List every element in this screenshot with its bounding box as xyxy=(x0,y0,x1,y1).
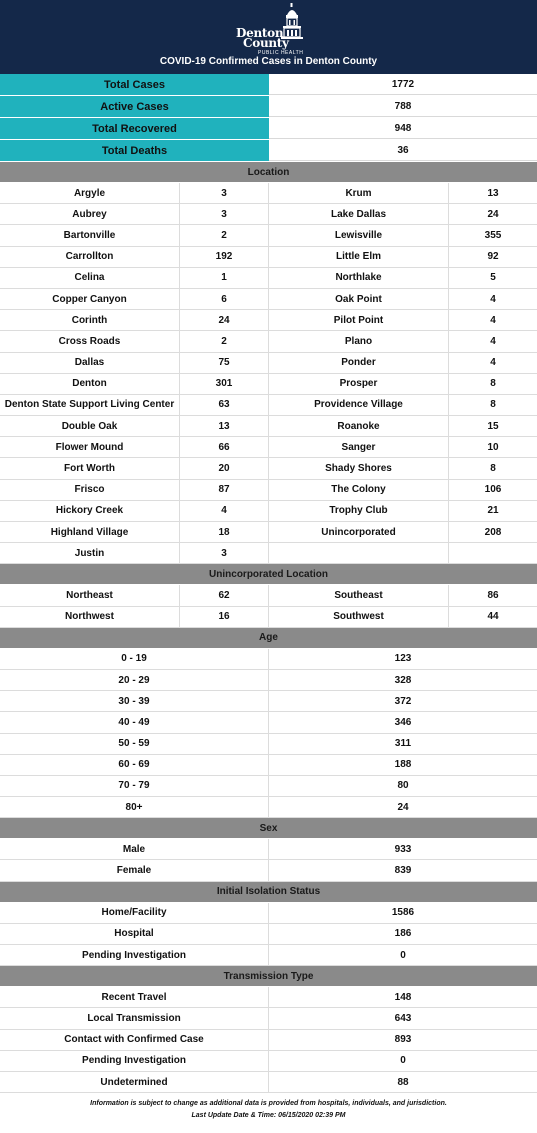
category-count: 328 xyxy=(394,674,412,686)
place-name: Roanoke xyxy=(269,416,449,436)
table-row xyxy=(0,860,537,881)
place-name: Dallas xyxy=(0,353,180,373)
category-label: 60 - 69 xyxy=(0,755,269,775)
place-name: Shady Shores xyxy=(269,458,449,478)
place-count: 16 xyxy=(180,607,269,627)
isolation-table xyxy=(0,903,537,967)
category-count: 311 xyxy=(394,738,412,750)
category-count: 839 xyxy=(394,865,412,877)
place-name: Frisco xyxy=(0,480,180,500)
table-row xyxy=(0,607,537,628)
place-name: Plano xyxy=(269,331,449,351)
table-row xyxy=(0,480,537,501)
place-count: 4 xyxy=(490,314,496,326)
age-table xyxy=(0,649,537,819)
category-count: 933 xyxy=(394,843,412,855)
category-label: 0 - 19 xyxy=(0,649,269,669)
place-name: Cross Roads xyxy=(0,331,180,351)
place-name: Denton xyxy=(0,374,180,394)
last-updated-text: Last Update Date & Time: 06/15/2020 02:39 PM xyxy=(191,1112,346,1120)
place-count: 15 xyxy=(487,420,499,432)
place-name: Northlake xyxy=(269,268,449,288)
place-name: Oak Point xyxy=(269,289,449,309)
table-row xyxy=(0,712,537,733)
table-row xyxy=(0,1051,537,1072)
table-row xyxy=(0,734,537,755)
category-label: 50 - 59 xyxy=(0,734,269,754)
table-row xyxy=(0,776,537,797)
category-label: Pending Investigation xyxy=(0,1051,269,1071)
place-count: 8 xyxy=(490,463,496,475)
place-count: 4 xyxy=(180,501,269,521)
table-row xyxy=(0,522,537,543)
place-count: 106 xyxy=(484,484,502,496)
place-count: 75 xyxy=(180,353,269,373)
table-row xyxy=(0,268,537,289)
category-label: 80+ xyxy=(0,797,269,817)
table-row xyxy=(0,543,537,564)
place-count: 24 xyxy=(180,310,269,330)
table-row xyxy=(0,1008,537,1029)
table-row xyxy=(0,1072,537,1093)
summary-value: 948 xyxy=(269,118,537,139)
summary-value: 1772 xyxy=(269,74,537,95)
place-count: 10 xyxy=(487,441,499,453)
summary-row xyxy=(0,140,537,162)
location-table xyxy=(0,183,537,564)
place-count: 2 xyxy=(180,331,269,351)
place-name: Bartonville xyxy=(0,225,180,245)
place-name: Flower Mound xyxy=(0,437,180,457)
place-name xyxy=(269,543,449,563)
age-heading: Age xyxy=(0,628,537,649)
category-count: 643 xyxy=(394,1012,412,1024)
transmission-table xyxy=(0,987,537,1093)
category-count: 188 xyxy=(394,759,412,771)
category-count: 123 xyxy=(394,653,412,665)
place-count: 4 xyxy=(490,293,496,305)
place-name: Sanger xyxy=(269,437,449,457)
table-row xyxy=(0,289,537,310)
place-count: 301 xyxy=(180,374,269,394)
category-label: Female xyxy=(0,860,269,880)
summary-row xyxy=(0,118,537,140)
category-count: 0 xyxy=(400,1055,406,1067)
place-name: Aubrey xyxy=(0,204,180,224)
place-name: Highland Village xyxy=(0,522,180,542)
table-row xyxy=(0,501,537,522)
location-heading: Location xyxy=(0,162,537,183)
category-count: 1586 xyxy=(391,907,415,919)
place-count: 86 xyxy=(487,589,499,601)
place-name: Copper Canyon xyxy=(0,289,180,309)
summary-label: Total Cases xyxy=(0,74,269,95)
place-count: 208 xyxy=(484,526,502,538)
place-name: Southwest xyxy=(269,607,449,627)
place-name: Southeast xyxy=(269,585,449,605)
summary-value: 36 xyxy=(269,140,537,161)
place-count: 8 xyxy=(490,378,496,390)
place-count: 18 xyxy=(180,522,269,542)
denton-county-logo: Denton County PUBLIC HEALTH xyxy=(236,3,308,53)
table-row xyxy=(0,204,537,225)
summary-value: 788 xyxy=(269,96,537,117)
isolation-heading: Initial Isolation Status xyxy=(0,882,537,903)
place-count: 8 xyxy=(490,399,496,411)
category-label: Contact with Confirmed Case xyxy=(0,1030,269,1050)
table-row xyxy=(0,310,537,331)
place-count: 66 xyxy=(180,437,269,457)
place-name: Ponder xyxy=(269,353,449,373)
summary-label: Total Recovered xyxy=(0,118,269,139)
table-row xyxy=(0,183,537,204)
sex-heading: Sex xyxy=(0,818,537,839)
place-name: Carrollton xyxy=(0,247,180,267)
table-row xyxy=(0,458,537,479)
table-row xyxy=(0,374,537,395)
place-count: 355 xyxy=(484,229,502,241)
place-name: Pilot Point xyxy=(269,310,449,330)
place-name: Trophy Club xyxy=(269,501,449,521)
table-row xyxy=(0,585,537,606)
summary-row xyxy=(0,96,537,118)
category-count: 148 xyxy=(394,991,412,1003)
summary-table xyxy=(0,74,537,162)
table-row xyxy=(0,924,537,945)
place-count: 6 xyxy=(180,289,269,309)
category-count: 372 xyxy=(394,695,412,707)
category-count: 346 xyxy=(394,716,412,728)
place-name: Providence Village xyxy=(269,395,449,415)
category-label: 70 - 79 xyxy=(0,776,269,796)
table-row xyxy=(0,649,537,670)
place-count: 87 xyxy=(180,480,269,500)
place-count: 62 xyxy=(180,585,269,605)
place-count: 13 xyxy=(487,187,499,199)
place-count: 92 xyxy=(487,251,499,263)
table-row xyxy=(0,247,537,268)
disclaimer-text: Information is subject to change as additional data is provided from hospitals, individuals, and jurisdiction. xyxy=(90,1100,447,1108)
category-count: 80 xyxy=(397,780,409,792)
place-count xyxy=(449,543,537,563)
place-count: 21 xyxy=(487,505,499,517)
category-label: 20 - 29 xyxy=(0,670,269,690)
table-row xyxy=(0,331,537,352)
place-name: Argyle xyxy=(0,183,180,203)
place-count: 1 xyxy=(180,268,269,288)
category-count: 24 xyxy=(397,801,409,813)
place-count: 3 xyxy=(180,543,269,563)
category-label: Local Transmission xyxy=(0,1008,269,1028)
place-name: Prosper xyxy=(269,374,449,394)
place-count: 192 xyxy=(180,247,269,267)
table-row xyxy=(0,437,537,458)
category-label: 30 - 39 xyxy=(0,691,269,711)
place-name: Double Oak xyxy=(0,416,180,436)
table-row xyxy=(0,903,537,924)
footer xyxy=(0,1093,537,1122)
place-count: 4 xyxy=(490,357,496,369)
place-count: 3 xyxy=(180,183,269,203)
place-name: Lewisville xyxy=(269,225,449,245)
table-row xyxy=(0,353,537,374)
summary-row xyxy=(0,74,537,96)
page-title: COVID-19 Confirmed Cases in Denton County xyxy=(159,56,378,67)
category-label: Pending Investigation xyxy=(0,945,269,965)
table-row xyxy=(0,839,537,860)
category-count: 186 xyxy=(394,928,412,940)
table-row xyxy=(0,755,537,776)
table-row xyxy=(0,987,537,1008)
place-count: 5 xyxy=(490,272,496,284)
table-row xyxy=(0,1030,537,1051)
category-count: 0 xyxy=(400,949,406,961)
page-header xyxy=(0,0,537,74)
table-row xyxy=(0,670,537,691)
category-count: 893 xyxy=(394,1034,412,1046)
place-count: 63 xyxy=(180,395,269,415)
place-name: Lake Dallas xyxy=(269,204,449,224)
place-count: 4 xyxy=(490,335,496,347)
category-label: Hospital xyxy=(0,924,269,944)
place-count: 2 xyxy=(180,225,269,245)
table-row xyxy=(0,225,537,246)
unincorporated-table xyxy=(0,585,537,627)
place-name: Northwest xyxy=(0,607,180,627)
place-name: Justin xyxy=(0,543,180,563)
table-row xyxy=(0,416,537,437)
category-label: Undetermined xyxy=(0,1072,269,1092)
category-count: 88 xyxy=(397,1076,409,1088)
place-name: Northeast xyxy=(0,585,180,605)
sex-table xyxy=(0,839,537,881)
place-name: Fort Worth xyxy=(0,458,180,478)
summary-label: Active Cases xyxy=(0,96,269,117)
place-name: Little Elm xyxy=(269,247,449,267)
table-row xyxy=(0,797,537,818)
transmission-heading: Transmission Type xyxy=(0,966,537,987)
table-row xyxy=(0,691,537,712)
place-name: Denton State Support Living Center xyxy=(0,395,180,415)
place-count: 24 xyxy=(487,208,499,220)
place-count: 13 xyxy=(180,416,269,436)
place-name: Unincorporated xyxy=(269,522,449,542)
place-count: 20 xyxy=(180,458,269,478)
category-label: Home/Facility xyxy=(0,903,269,923)
place-name: Krum xyxy=(269,183,449,203)
place-name: Corinth xyxy=(0,310,180,330)
table-row xyxy=(0,945,537,966)
place-count: 44 xyxy=(487,611,499,623)
summary-label: Total Deaths xyxy=(0,140,269,161)
category-label: Recent Travel xyxy=(0,987,269,1007)
place-name: The Colony xyxy=(269,480,449,500)
place-name: Hickory Creek xyxy=(0,501,180,521)
unincorporated-heading: Unincorporated Location xyxy=(0,564,537,585)
place-name: Celina xyxy=(0,268,180,288)
category-label: 40 - 49 xyxy=(0,712,269,732)
table-row xyxy=(0,395,537,416)
category-label: Male xyxy=(0,839,269,859)
place-count: 3 xyxy=(180,204,269,224)
